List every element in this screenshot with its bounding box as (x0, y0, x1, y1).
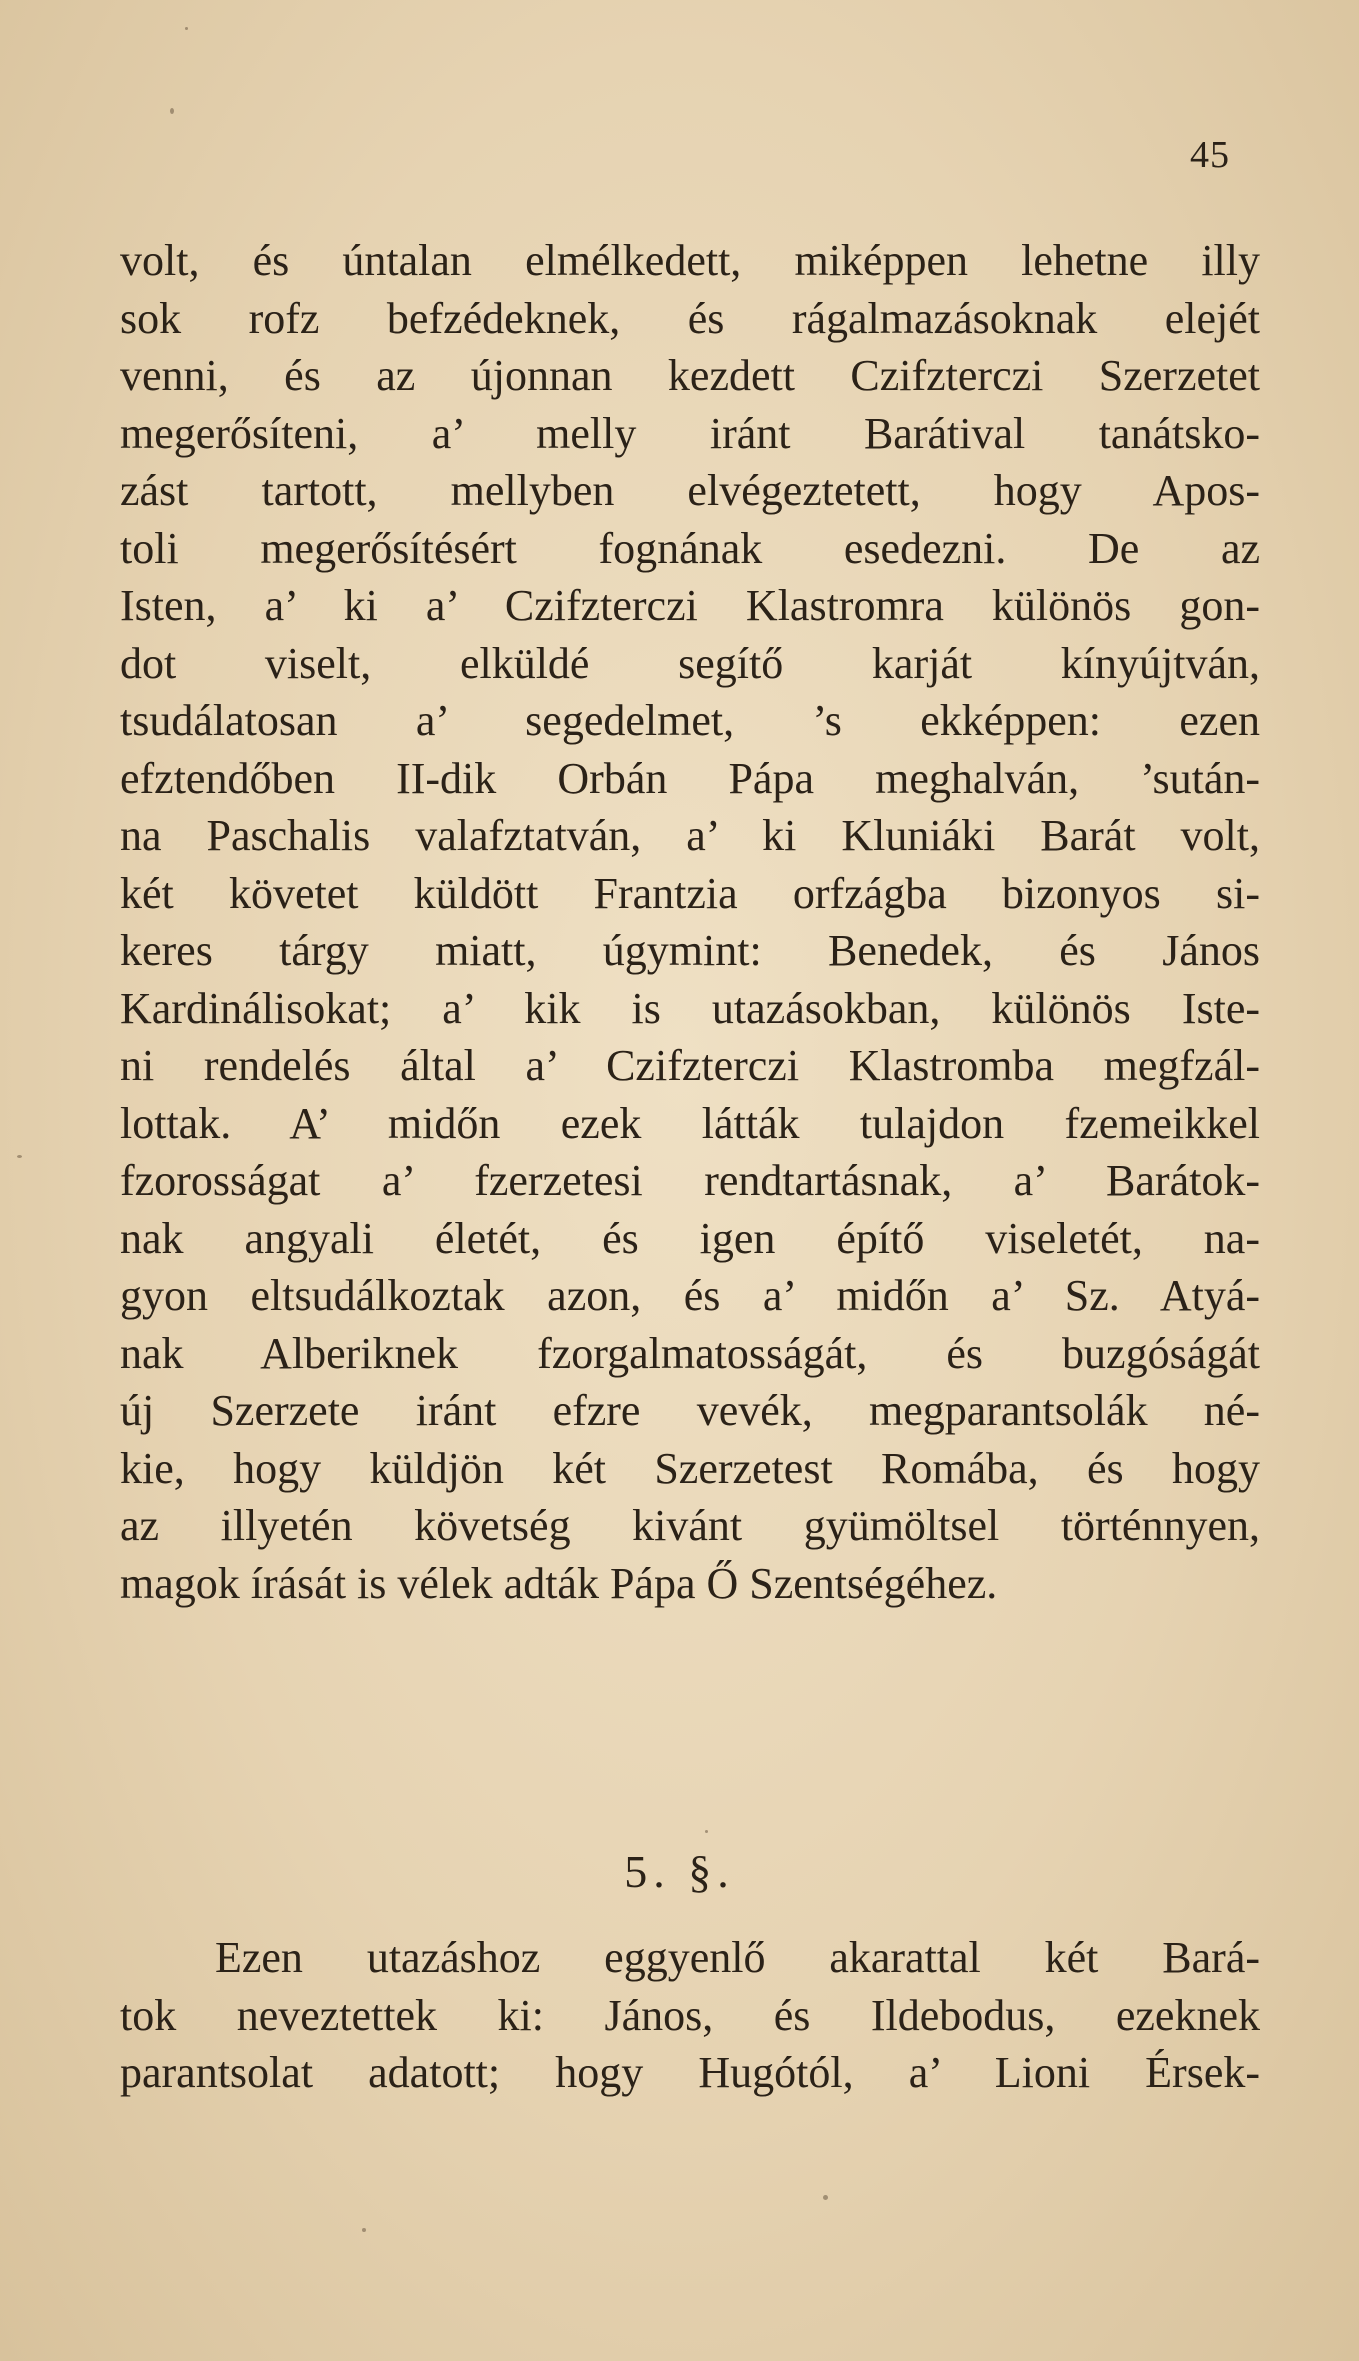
text-line: volt, és úntalan elmélkedett, miképpen lehetne illy (120, 236, 1260, 285)
text-line: gyon eltsudálkoztak azon, és a’ midőn a’ Sz. Atyá- (120, 1271, 1260, 1320)
text-line: fzorosságat a’ fzerzetesi rendtartásnak, a’ Barátok- (120, 1156, 1260, 1205)
text-line: dot viselt, elküldé segítő karját kínyújtván, (120, 638, 1260, 688)
text-line: kie, hogy küldjön két Szerzetest Romába, és hogy (120, 1443, 1260, 1493)
text-line: két követet küldött Frantzia orfzágba bizonyos si- (120, 868, 1260, 918)
text-line: új Szerzete iránt efzre vevék, megparantsolák né- (120, 1386, 1260, 1435)
text-line: toli megerősítésért fognának esedezni. De az (120, 523, 1260, 573)
text-line: venni, és az újonnan kezdett Czifzterczi Szerzetet (120, 351, 1260, 400)
text-line: Kardinálisokat; a’ kik is utazásokban, különös Iste- (120, 983, 1260, 1033)
paper-speck (185, 27, 188, 30)
text-line: az illyetén követség kivánt gyümöltsel történnyen, (120, 1501, 1260, 1550)
text-line: lottak. A’ midőn ezek látták tulajdon fzemeikkel (120, 1098, 1260, 1148)
text-line: megerősíteni, a’ melly iránt Barátival tanátsko- (120, 408, 1260, 458)
paper-speck (170, 108, 174, 114)
paper-speck (17, 1155, 22, 1158)
paragraph-two (120, 1929, 1260, 2102)
text-line: magok írását is vélek adták Pápa Ő Szentségéhez. (120, 1558, 998, 1608)
text-line: parantsolat adatott; hogy Hugótól, a’ Lioni Érsek- (120, 2048, 1260, 2097)
text-line: Isten, a’ ki a’ Czifzterczi Klastromra különös gon- (120, 581, 1260, 630)
paper-speck (705, 1830, 708, 1833)
paper-speck (823, 2195, 828, 2200)
text-line: efztendőben II-dik Orbán Pápa meghalván, ’sután- (120, 753, 1260, 803)
text-line: sok rofz befzédeknek, és rágalmazásoknak elejét (120, 293, 1260, 343)
text-line: keres tárgy miatt, úgymint: Benedek, és János (120, 926, 1260, 975)
text-line: Ezen utazáshoz eggyenlő akarattal két Bará- (215, 1933, 1260, 1982)
text-line: tsudálatosan a’ segedelmet, ’s ekképpen: ezen (120, 696, 1260, 745)
text-line: nak Alberiknek fzorgalmatosságát, és buzgóságát (120, 1328, 1260, 1378)
body-text (120, 232, 1260, 1612)
paper-speck (362, 2228, 366, 2232)
text-line: nak angyali életét, és igen építő viseletét, na- (120, 1213, 1260, 1263)
text-line: ni rendelés által a’ Czifzterczi Klastromba megfzál- (120, 1041, 1260, 1090)
text-line: zást tartott, mellyben elvégeztetett, hogy Apos- (120, 466, 1260, 515)
text-line: na Paschalis valafztatván, a’ ki Kluniáki Barát volt, (120, 811, 1260, 860)
page-number: 45 (1190, 134, 1230, 176)
text-line: tok neveztettek ki: János, és Ildebodus, ezeknek (120, 1990, 1260, 2040)
section-heading: 5. §. (624, 1846, 735, 1897)
